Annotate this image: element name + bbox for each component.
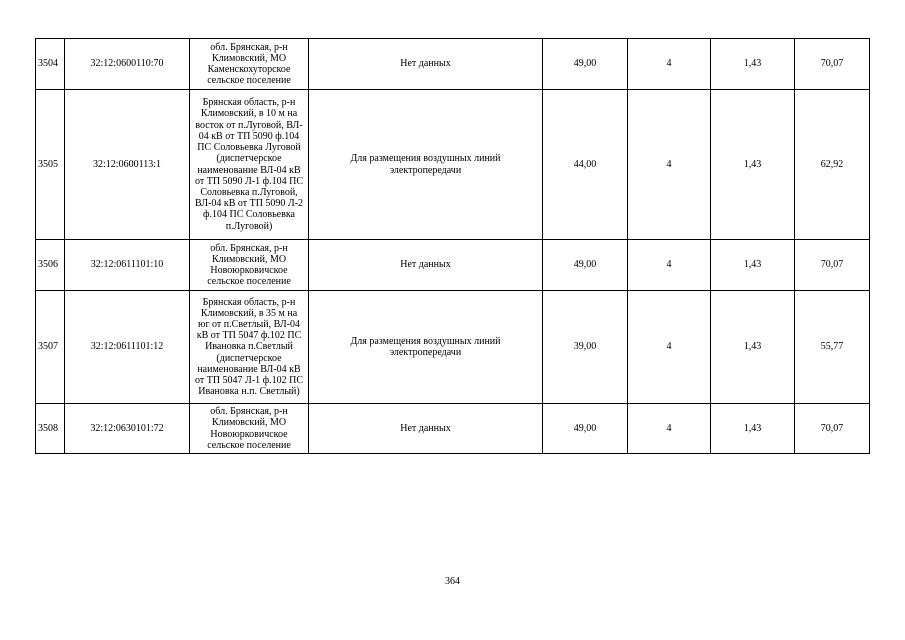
value-cell: 1,43 — [711, 291, 795, 404]
address-line: сельское поселение — [207, 439, 291, 451]
address-cell — [190, 240, 309, 291]
value-cell: 70,07 — [795, 404, 870, 454]
address-line: Ивановка н.п. Светлый) — [198, 386, 300, 398]
value-cell: 49,00 — [543, 404, 628, 454]
address-line: обл. Брянская, р-н — [210, 406, 288, 418]
address-line: п.Луговой) — [225, 220, 273, 232]
address-cell — [190, 404, 309, 454]
address-line: (диспетчерское — [216, 153, 282, 165]
cadastral-number: 32:12:0611101:10 — [65, 240, 190, 291]
value-cell: 1,43 — [711, 90, 795, 240]
purpose-line: электропередачи — [389, 164, 462, 176]
address-line: ПС Соловьевка Луговой — [197, 142, 301, 154]
address-line: сельское поселение — [207, 276, 291, 288]
address-line: наименование ВЛ-04 кВ — [197, 363, 301, 375]
address-line: Климовский, МО — [211, 253, 287, 265]
value-cell: 55,77 — [795, 291, 870, 404]
table-row — [36, 291, 870, 404]
address-cell — [190, 90, 309, 240]
purpose-line: электропередачи — [389, 347, 462, 358]
value-cell: 1,43 — [711, 404, 795, 454]
row-number: 3507 — [36, 291, 65, 404]
value-cell: 39,00 — [543, 291, 628, 404]
land-plots-table — [35, 38, 870, 454]
address-line: Брянская область, р-н — [202, 97, 296, 109]
address-line: наименование ВЛ-04 кВ — [197, 164, 301, 176]
value-cell: 62,92 — [795, 90, 870, 240]
page-number: 364 — [445, 576, 460, 587]
cadastral-number: 32:12:0630101:72 — [65, 404, 190, 454]
address-line: Брянская область, р-н — [202, 296, 296, 308]
address-line: 04 кВ от ТП 5090 ф.104 — [198, 130, 300, 142]
purpose-cell — [309, 240, 543, 291]
value-cell: 70,07 — [795, 240, 870, 291]
address-line: Климовский, в 10 м на — [200, 108, 298, 120]
cadastral-number: 32:12:0611101:12 — [65, 291, 190, 404]
cadastral-number: 32:12:0600113:1 — [65, 90, 190, 240]
address-line: обл. Брянская, р-н — [210, 41, 288, 53]
value-cell: 44,00 — [543, 90, 628, 240]
address-line: сельское поселение — [207, 75, 291, 87]
address-line: юг от п.Светлый, ВЛ-04 — [197, 318, 301, 330]
address-line: Новоюрковичское — [210, 265, 288, 276]
address-line: Климовский, МО — [211, 52, 287, 64]
address-line: восток от п.Луговой, ВЛ- — [195, 119, 303, 131]
address-line: Каменскохуторское — [207, 64, 291, 75]
row-number: 3508 — [36, 404, 65, 454]
address-line: Новоюрковичское — [210, 428, 288, 440]
value-cell: 1,43 — [711, 240, 795, 291]
address-line: кВ от ТП 5047 ф.102 ПС — [196, 330, 302, 342]
address-line: от ТП 5090 Л-1 ф.104 ПС — [194, 175, 304, 187]
address-cell — [190, 39, 309, 90]
purpose-cell — [309, 90, 543, 240]
value-cell: 1,43 — [711, 39, 795, 90]
address-cell — [190, 291, 309, 404]
address-line: Климовский, в 35 м на — [200, 307, 298, 319]
address-line: от ТП 5047 Л-1 ф.102 ПС — [194, 375, 304, 386]
row-number: 3505 — [36, 90, 65, 240]
table-row — [36, 39, 870, 90]
value-cell: 70,07 — [795, 39, 870, 90]
value-cell: 49,00 — [543, 240, 628, 291]
purpose-cell — [309, 39, 543, 90]
purpose-line: Нет данных — [400, 422, 451, 434]
cadastral-number: 32:12:0600110:70 — [65, 39, 190, 90]
address-line: Климовский, МО — [211, 417, 287, 429]
purpose-line: Нет данных — [400, 259, 451, 271]
address-line: ф.104 ПС Соловьевка — [203, 209, 295, 221]
value-cell: 4 — [628, 90, 711, 240]
table-row — [36, 90, 870, 240]
row-number: 3504 — [36, 39, 65, 90]
address-line: ВЛ-04 кВ от ТП 5090 Л-2 — [194, 198, 304, 210]
value-cell: 49,00 — [543, 39, 628, 90]
purpose-line: Нет данных — [400, 58, 451, 70]
row-number: 3506 — [36, 240, 65, 291]
address-line: (диспетчерское — [216, 352, 282, 364]
value-cell: 4 — [628, 39, 711, 90]
purpose-cell — [309, 291, 543, 404]
address-line: Ивановка п.Светлый — [205, 341, 293, 353]
value-cell: 4 — [628, 404, 711, 454]
address-line: Соловьевка п.Луговой, — [200, 186, 298, 198]
table-body — [36, 39, 870, 454]
value-cell: 4 — [628, 291, 711, 404]
purpose-cell — [309, 404, 543, 454]
address-line: обл. Брянская, р-н — [210, 242, 288, 254]
value-cell: 4 — [628, 240, 711, 291]
purpose-line: Для размещения воздушных линий — [350, 335, 501, 347]
table-row — [36, 404, 870, 454]
table-row — [36, 240, 870, 291]
purpose-line: Для размещения воздушных линий — [350, 153, 501, 165]
